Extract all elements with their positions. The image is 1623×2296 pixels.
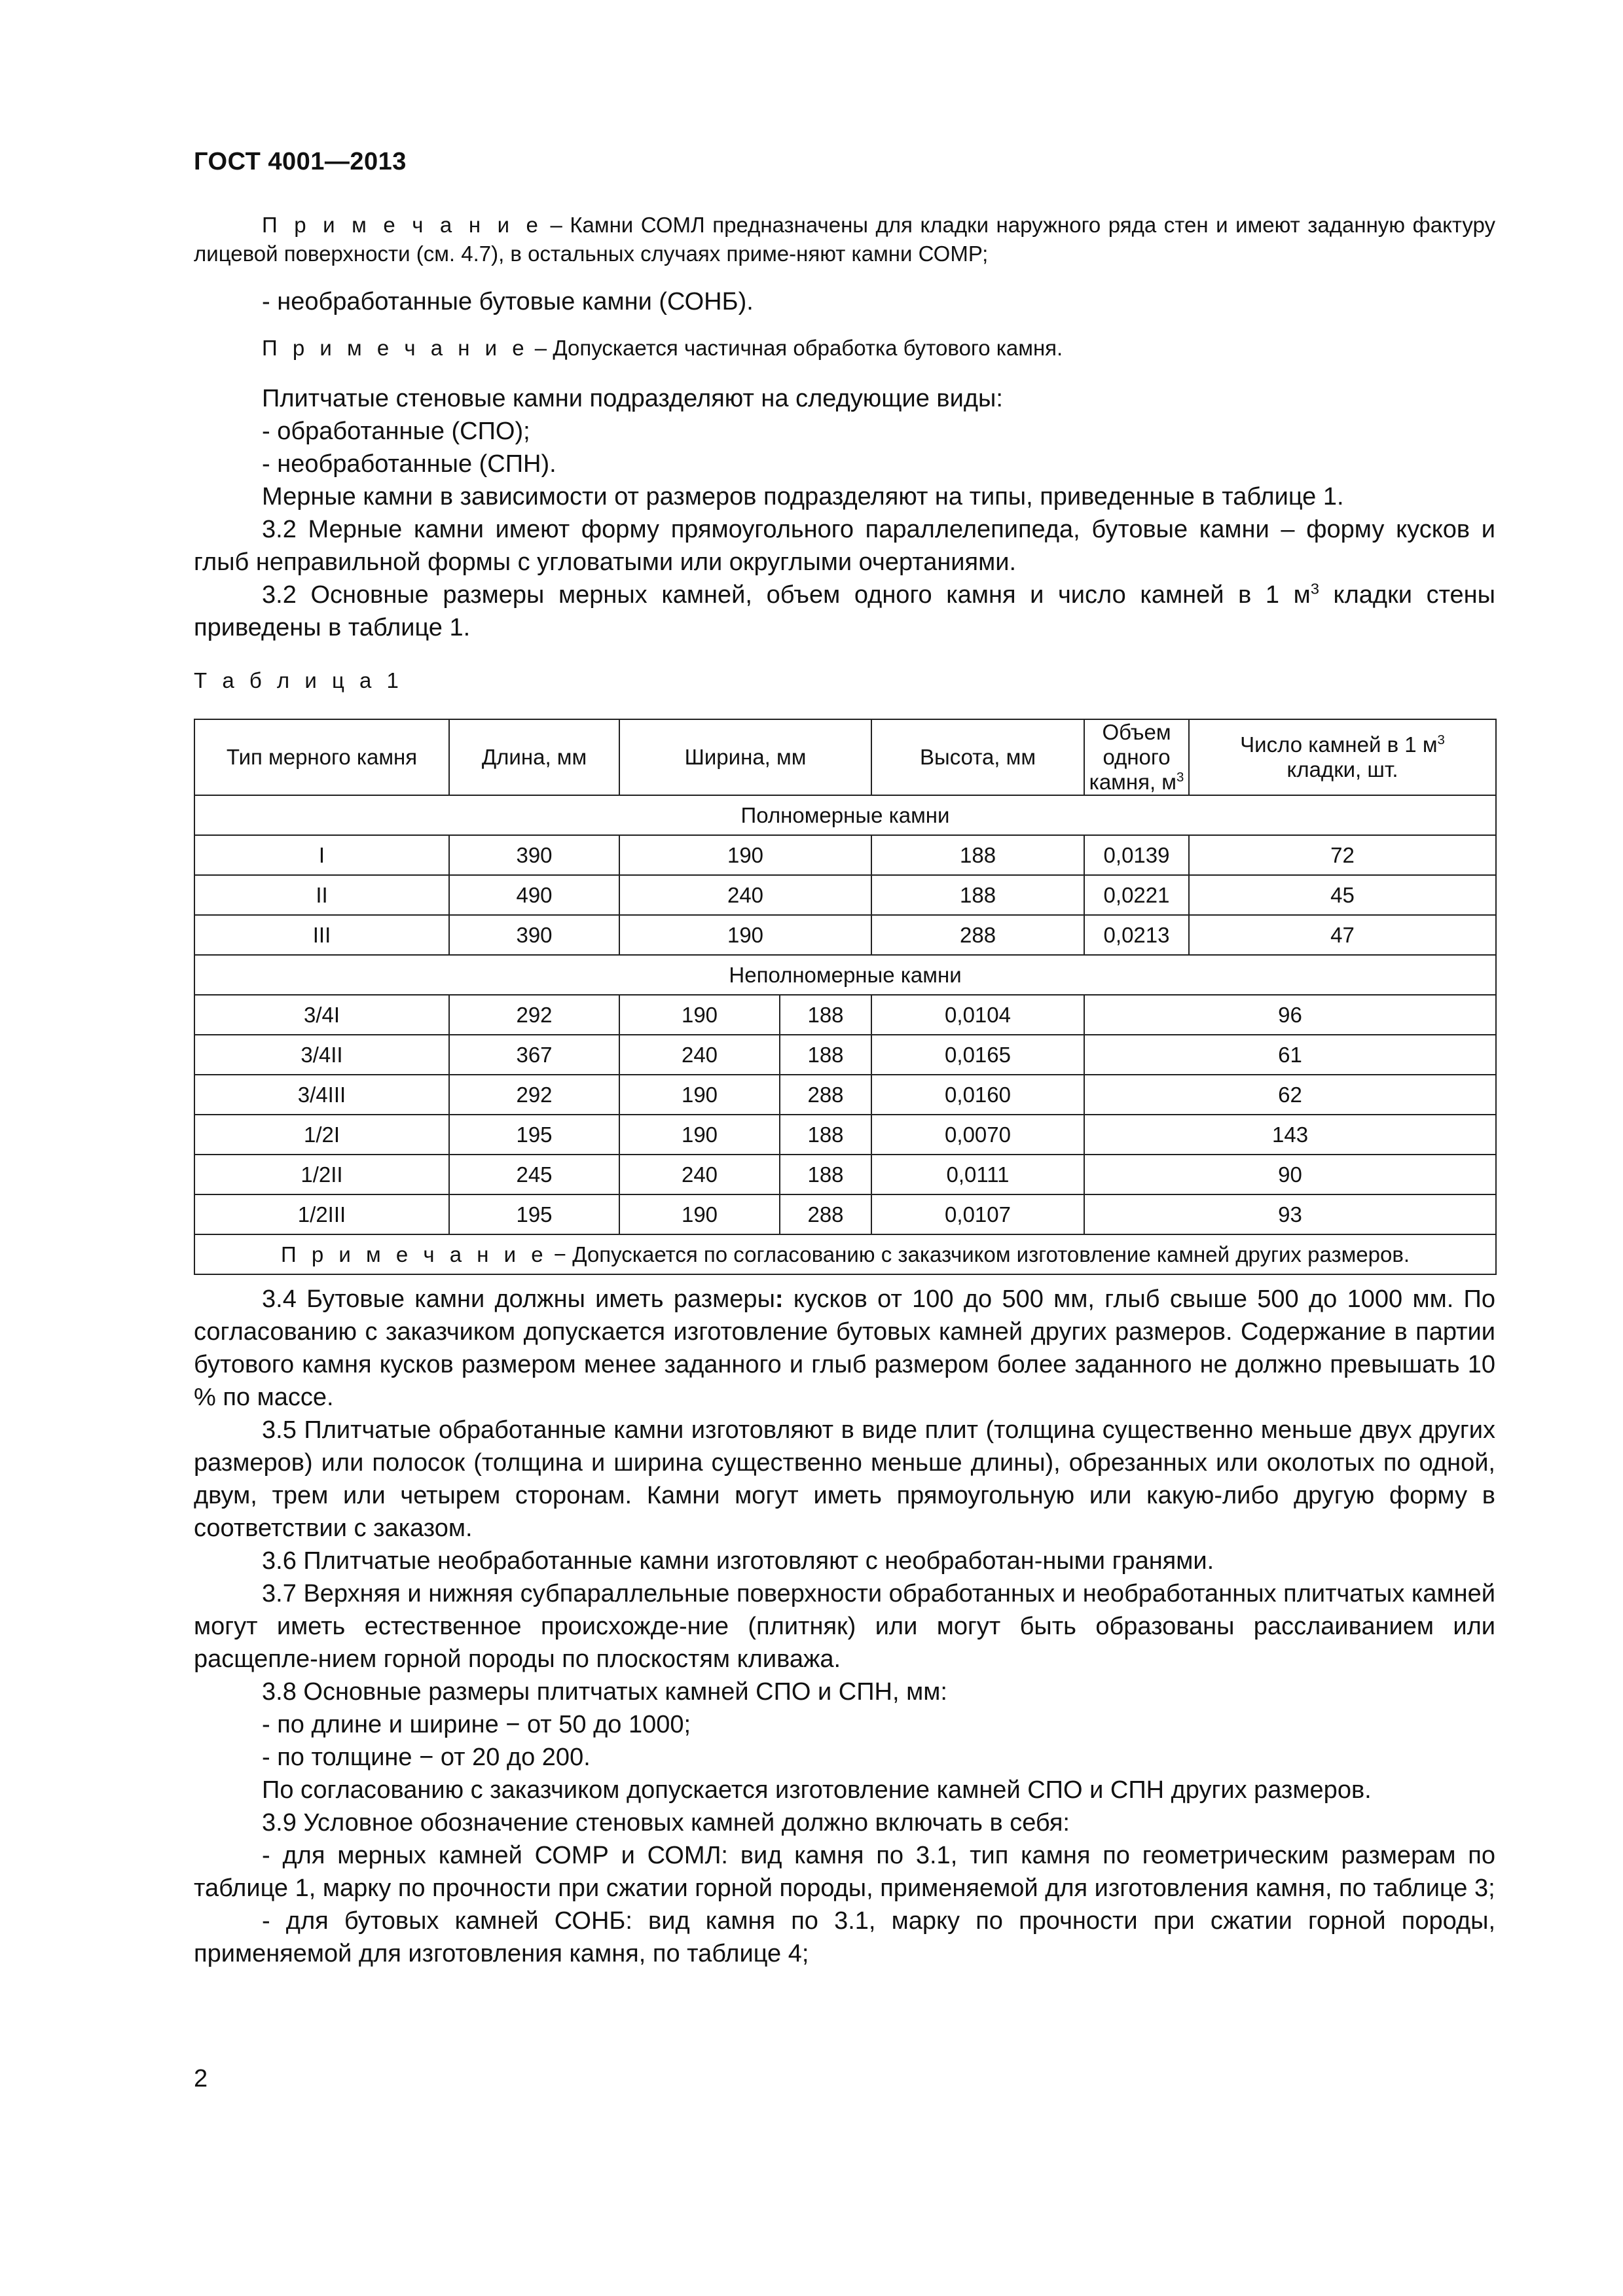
section-3-intro: [194, 382, 1495, 644]
table-caption: Т а б л и ц а 1: [194, 668, 403, 692]
paragraph-3-8: 3.8 Основные размеры плитчатых камней СПО и СПН, мм:: [262, 1678, 947, 1706]
paragraph-3-8-length: - по длине и ширине − от 50 до 1000;: [262, 1711, 691, 1738]
note-lead: П р и м е ч а н и е: [262, 213, 543, 237]
paragraph-3-6: 3.6 Плитчатые необработанные камни изготовляют с необработан-ными гранями.: [262, 1547, 1214, 1575]
paragraph-3-7: 3.7 Верхняя и нижняя субпараллельные поверхности обработанных и необработанных плитчатых камней могут иметь естественное происхожде-ние (плитняк) или могут быть образованы расслаиванием или расщепле-нием горной породы по плоскостям кливажа.: [194, 1580, 1495, 1673]
table-row: III 390 190 288 0,0213 47: [194, 915, 1496, 955]
page-number: 2: [194, 2065, 208, 2092]
section-partial-label: Неполномерные камни: [194, 955, 1496, 995]
paragraph-3-2a: 3.2 Мерные камни имеют форму прямоугольного параллелепипеда, бутовые камни – форму кусков и глыб неправильной формы с угловатыми или округлыми очертаниями.: [194, 516, 1495, 576]
slab-spo: - обработанные (СПО);: [262, 418, 530, 445]
section-row-partial: [194, 955, 1496, 995]
table-note: П р и м е ч а н и е − Допускается по согласованию с заказчиком изготовление камней других размеров.: [194, 1234, 1496, 1274]
note-text: – Допускается частичная обработка бутового камня.: [528, 336, 1063, 360]
types-line: Мерные камни в зависимости от размеров подразделяют на типы, приведенные в таблице 1.: [262, 483, 1344, 511]
table-row: 3/4II 367 240 188 0,0165 61: [194, 1035, 1496, 1075]
table-note-row: [194, 1234, 1496, 1274]
table-row: I 390 190 188 0,0139 72: [194, 835, 1496, 875]
paragraph-3-2b: 3.2 Основные размеры мерных камней, объем одного камня и число камней в 1 $м^3$ кладки стены приведены в таблице 1.: [194, 580, 1495, 641]
header-height: Высота, мм: [871, 719, 1084, 795]
note-rubble: [194, 334, 1495, 363]
section-full-label: Полномерные камни: [194, 795, 1496, 835]
table-row: 1/2III 195 190 288 0,0107 93: [194, 1194, 1496, 1234]
header-length: Длина, мм: [449, 719, 619, 795]
slab-spn: - необработанные (СПН).: [262, 450, 556, 478]
table-row: 1/2I 195 190 188 0,0070 143: [194, 1115, 1496, 1155]
table-row: 1/2II 245 240 188 0,0111 90: [194, 1155, 1496, 1194]
header-width: Ширина, мм: [619, 719, 871, 795]
section-row-full: [194, 795, 1496, 835]
section-3-continued: [194, 1283, 1495, 1970]
standard-header: ГОСТ 4001—2013: [194, 148, 407, 175]
slab-intro: Плитчатые стеновые камни подразделяют на следующие виды:: [262, 385, 1003, 412]
stone-dimensions-table: [194, 719, 1497, 1275]
item-sonb: - необработанные бутовые камни (СОНБ).: [262, 288, 754, 315]
header-volume: Объем одного камня, $м^3$: [1084, 719, 1189, 795]
paragraph-3-4: 3.4 Бутовые камни должны иметь размеры: кусков от 100 до 500 мм, глыб свыше 500 до 1000 мм. По согласованию с заказчиком допускается изготовление бутовых камней других размеров. Содержание в партии бутового камня кусков размером менее заданного и глыб размером более заданного не должно превышать 10 % по массе.: [194, 1285, 1495, 1411]
note-soml: [194, 211, 1495, 268]
paragraph-3-8-thickness: - по толщине − от 20 до 200.: [262, 1744, 591, 1771]
note-lead: П р и м е ч а н и е: [262, 336, 529, 360]
paragraph-3-9: 3.9 Условное обозначение стеновых камней должно включать в себя:: [262, 1809, 1070, 1837]
table-row: 3/4III 292 190 288 0,0160 62: [194, 1075, 1496, 1115]
table-header-row: [194, 719, 1496, 795]
header-count: Число камней в 1 $м^3$ кладки, шт.: [1189, 719, 1496, 795]
paragraph-3-5: 3.5 Плитчатые обработанные камни изготовляют в виде плит (толщина существенно меньше двух других размеров) или полосок (толщина и ширина существенно меньше длины), обрезанных или околотых по одной, двум, трем или четырем сторонам. Камни могут иметь прямоугольную или какую-либо другую форму в соответствии с заказом.: [194, 1416, 1495, 1542]
paragraph-3-8-agreement: По согласованию с заказчиком допускается изготовление камней СПО и СПН других размеров.: [262, 1776, 1372, 1804]
paragraph-3-9-measured: - для мерных камней СОМР и СОМЛ: вид камня по 3.1, тип камня по геометрическим размерам по таблице 1, марку по прочности при сжатии горной породы, применяемой для изготовления камня, по таблице 3;: [194, 1842, 1495, 1902]
note-text: – Камни СОМЛ предназначены для кладки наружного ряда стен и имеют заданную фактуру лицевой поверхности (см. 4.7), в остальных случаях приме-няют камни СОМР;: [194, 213, 1495, 266]
table-row: II 490 240 188 0,0221 45: [194, 875, 1496, 915]
paragraph-3-9-rubble: - для бутовых камней СОНБ: вид камня по 3.1, марку по прочности при сжатии горной породы, применяемой для изготовления камня, по таблице 4;: [194, 1907, 1495, 1967]
header-type: Тип мерного камня: [194, 719, 449, 795]
table-row: 3/4I 292 190 188 0,0104 96: [194, 995, 1496, 1035]
